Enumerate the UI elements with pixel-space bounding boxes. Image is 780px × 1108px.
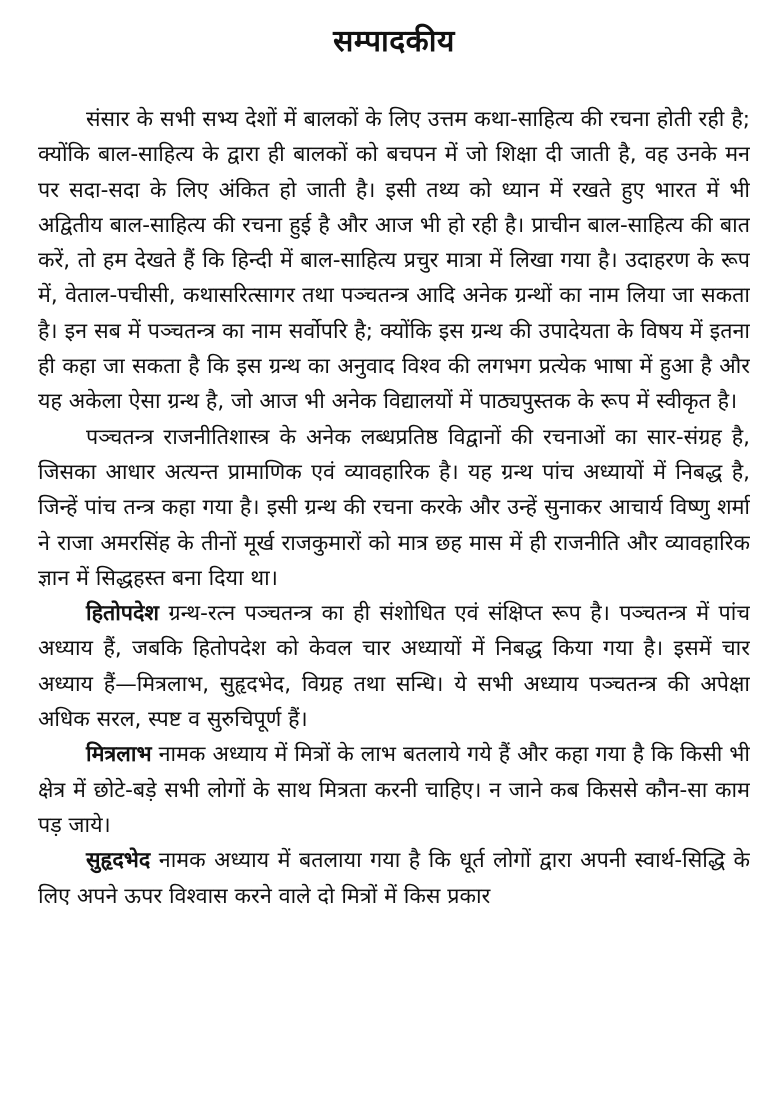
paragraph-hitopadesh — [38, 596, 750, 737]
page-title: सम्पादकीय — [333, 24, 455, 59]
paragraph-suhridbhed — [38, 843, 750, 914]
paragraph-mitralabh — [38, 737, 750, 843]
paragraph-text: संसार के सभी सभ्य देशों में बालकों के लिए उत्तम कथा-साहित्य की रचना होती रही है; क्योंकि बाल-साहित्य के द्वारा ही बालकों को बचपन में जो शिक्षा दी जाती है, वह उनके मन पर सदा-सदा के लिए अंकित हो जाती है। इसी तथ्य को ध्यान में रखते हुए भारत में भी अद्वितीय बाल-साहित्य की रचना हुई है और आज भी हो रही है। प्राचीन बाल-साहित्य की बात करें, तो हम देखते हैं कि हिन्दी में बाल-साहित्य प्रचुर मात्रा में लिखा गया है। उदाहरण के रूप में, वेताल-पचीसी, कथासरित्सागर तथा पञ्चतन्त्र आदि अनेक ग्रन्थों का नाम लिया जा सकता है। इन सब में पञ्चतन्त्र का नाम सर्वोपरि है; क्योंकि इस ग्रन्थ की उपादेयता के विषय में इतना ही कहा जा सकता है कि इस ग्रन्थ का अनुवाद विश्व की लगभग प्रत्येक भाषा में हुआ है और यह अकेला ऐसा ग्रन्थ है, जो आज भी अनेक विद्यालयों में पाठ्यपुस्तक के रूप में स्वीकृत है। — [38, 107, 750, 415]
paragraph-text: नामक अध्याय में बतलाया गया है कि धूर्त लोगों द्वारा अपनी स्वार्थ-सिद्धि के लिए अपने ऊपर विश्वास करने वाले दो मित्रों में किस प्रकार — [38, 848, 750, 909]
paragraph-keyword-hitopadesh: हितोपदेश — [86, 601, 160, 627]
paragraph-text: ग्रन्थ-रत्न पञ्चतन्त्र का ही संशोधित एवं संक्षिप्त रूप है। पञ्चतन्त्र में पांच अध्याय हैं, जबकि हितोपदेश को केवल चार अध्यायों में निबद्ध किया गया है। इसमें चार अध्याय हैं—मित्रलाभ, सुहृदभेद, विग्रह तथा सन्धि। ये सभी अध्याय पञ्चतन्त्र की अपेक्षा अधिक सरल, स्पष्ट व सुरुचिपूर्ण हैं। — [38, 601, 750, 733]
document-page — [38, 18, 750, 1103]
paragraph-panchatantra — [38, 420, 750, 596]
paragraph-text: पञ्चतन्त्र राजनीतिशास्त्र के अनेक लब्धप्रतिष्ठ विद्वानों की रचनाओं का सार-संग्रह है, जिसका आधार अत्यन्त प्रामाणिक एवं व्यावहारिक है। यह ग्रन्थ पांच अध्यायों में निबद्ध है, जिन्हें पांच तन्त्र कहा गया है। इसी ग्रन्थ की रचना करके और उन्हें सुनाकर आचार्य विष्णु शर्मा ने राजा अमरसिंह के तीनों मूर्ख राजकुमारों को मात्र छह मास में ही राजनीति और व्यावहारिक ज्ञान में सिद्धहस्त बना दिया था। — [38, 424, 750, 591]
paragraph-text: नामक अध्याय में मित्रों के लाभ बतलाये गये हैं और कहा गया है कि किसी भी क्षेत्र में छोटे-बड़े सभी लोगों के साथ मित्रता करनी चाहिए। न जाने कब किससे कौन-सा काम पड़ जाये। — [38, 742, 750, 838]
paragraph-keyword-suhridbhed: सुहृदभेद — [86, 848, 151, 874]
paragraph-keyword-mitralabh: मित्रलाभ — [86, 742, 152, 768]
paragraph-intro — [38, 102, 750, 420]
